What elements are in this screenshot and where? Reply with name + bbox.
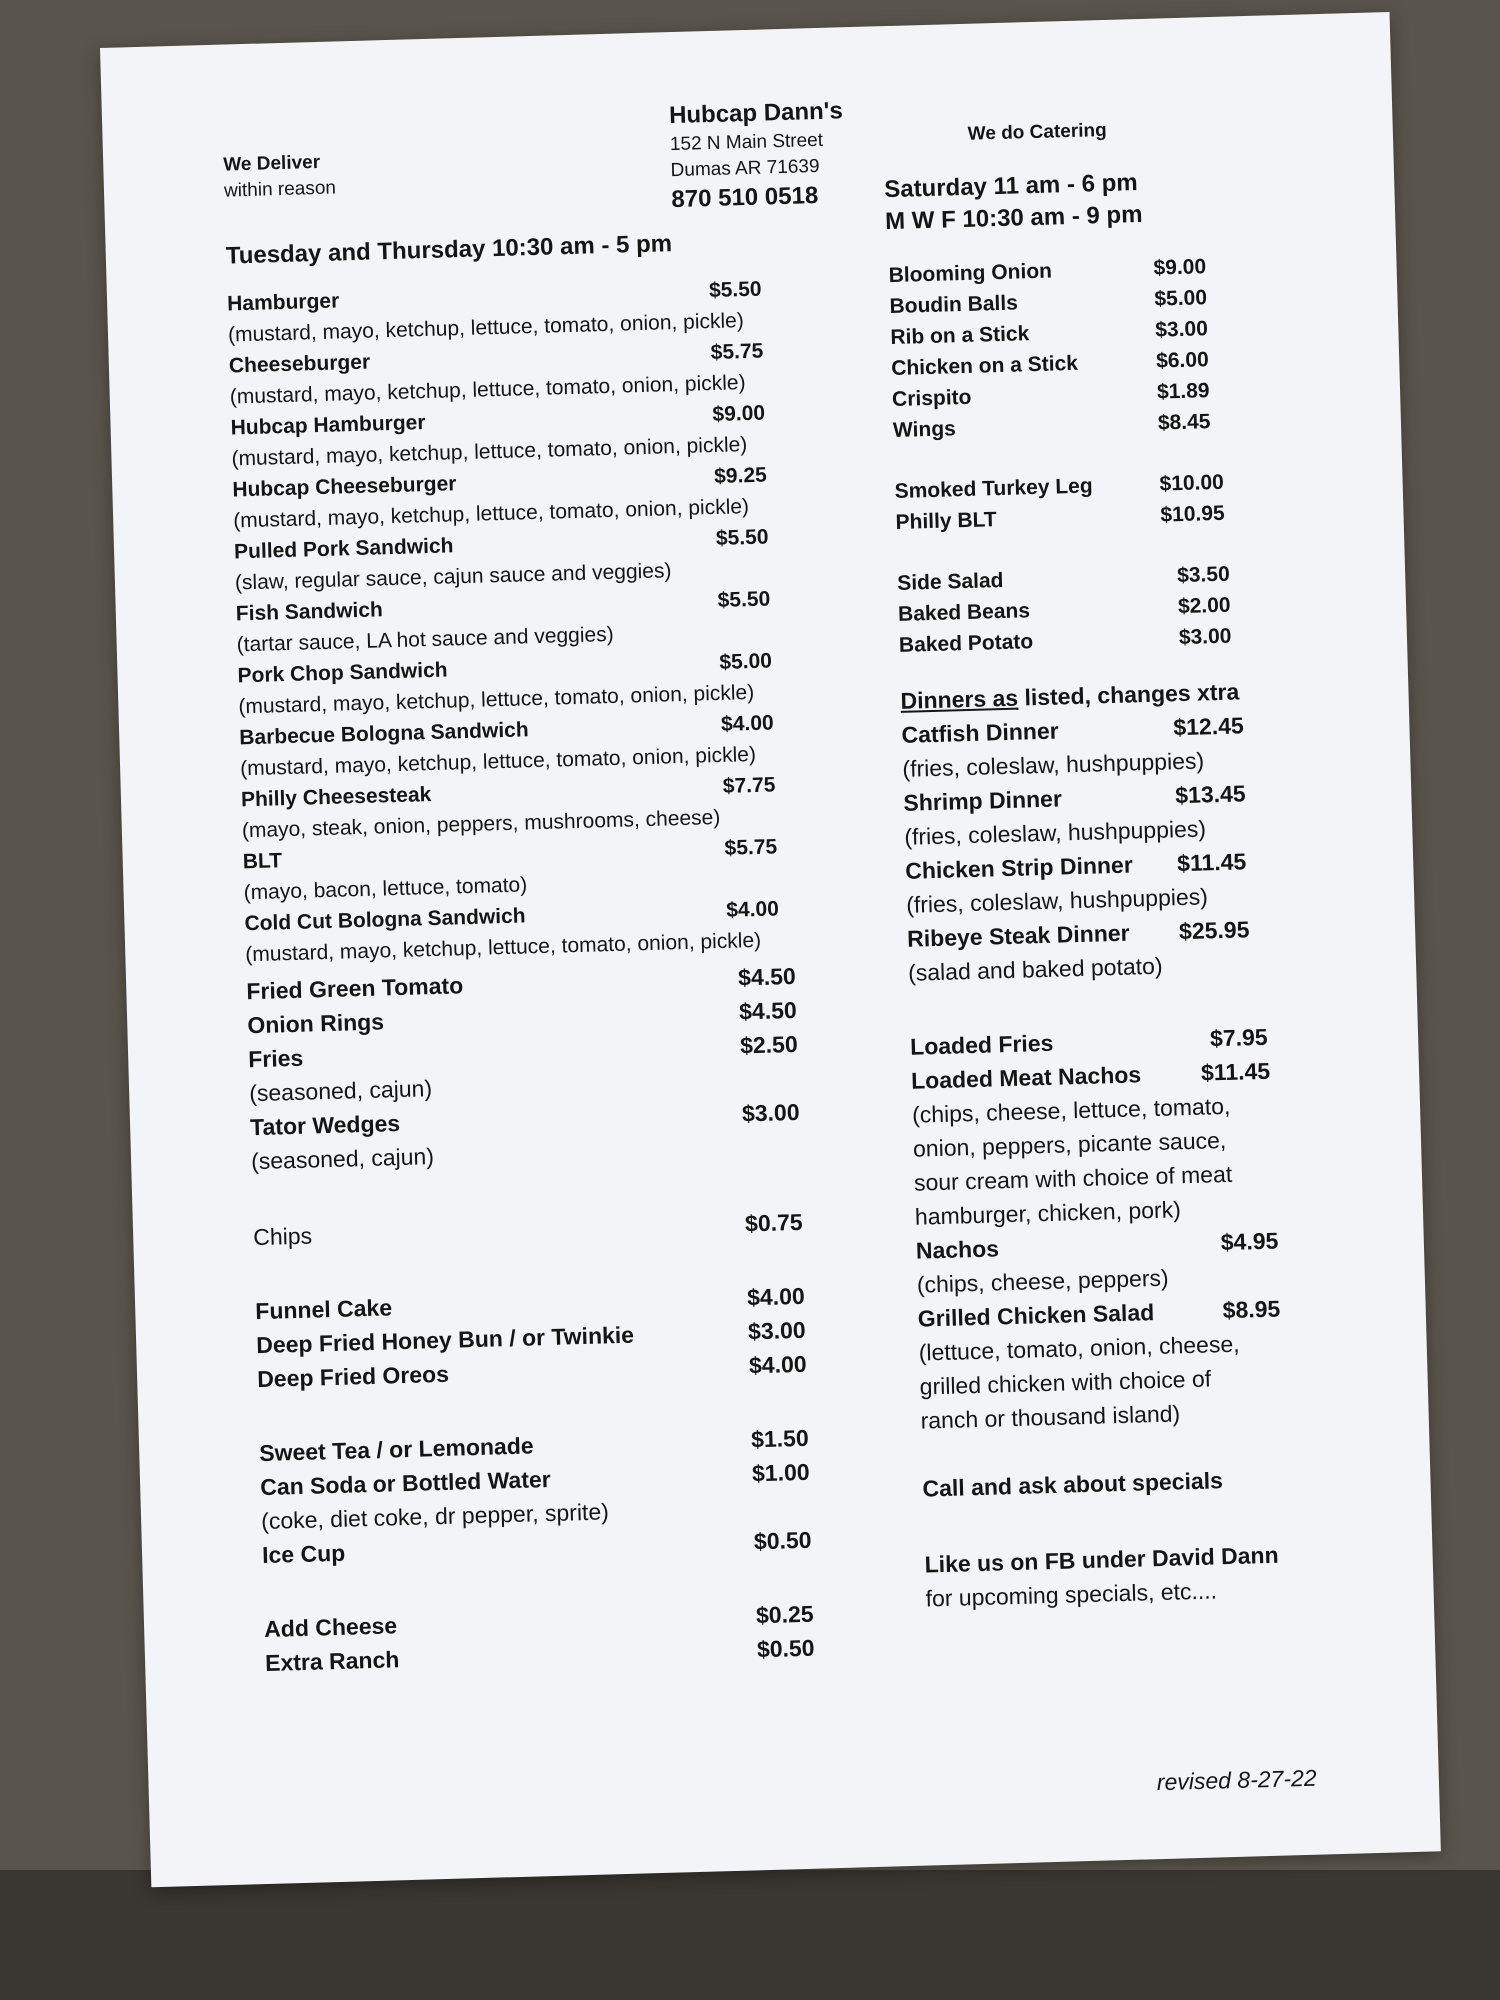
item-description: (seasoned, cajun) xyxy=(250,1143,435,1175)
list-item: Fries $2.50 xyxy=(247,1030,799,1073)
list-item: Boudin Balls $5.00 xyxy=(889,286,1208,319)
list-item: Chicken Strip Dinner $11.45 xyxy=(904,848,1247,884)
list-item: Baked Potato $3.00 xyxy=(898,624,1232,657)
sides-list xyxy=(246,963,825,1684)
list-item: Add Cheese $0.25 xyxy=(263,1600,814,1643)
list-item: Ice Cup $0.50 xyxy=(261,1526,812,1569)
list-item: Fish Sandwich $5.50 xyxy=(235,587,771,626)
revision-date: revised 8-27-22 xyxy=(1156,1764,1317,1796)
list-item: Nachos $4.95 xyxy=(915,1227,1279,1264)
item-description: (fries, coleslaw, hushpuppies) xyxy=(905,883,1209,918)
list-item: Deep Fried Honey Bun / or Twinkie $3.00 xyxy=(255,1316,806,1359)
list-item: Fried Green Tomato $4.50 xyxy=(246,962,797,1005)
list-item: Loaded Fries $7.95 xyxy=(909,1023,1268,1060)
item-description: (mustard, mayo, ketchup, lettuce, tomato, onion, pickle) xyxy=(231,433,748,471)
list-item: Deep Fried Oreos $4.00 xyxy=(256,1350,807,1393)
item-description: (mustard, mayo, ketchup, lettuce, tomato, onion, pickle) xyxy=(227,309,745,347)
delivery-note: within reason xyxy=(223,177,337,202)
list-item: BLT $5.75 xyxy=(242,835,778,874)
list-item: Wings $8.45 xyxy=(892,410,1211,443)
table-surface xyxy=(0,1870,1500,2000)
sandwich-list xyxy=(227,277,806,974)
list-item: Onion Rings $4.50 xyxy=(246,996,798,1039)
list-item: Grilled Chicken Salad $8.95 xyxy=(917,1295,1281,1332)
list-item: Cheeseburger $5.75 xyxy=(228,339,764,378)
item-description: hamburger, chicken, pork) xyxy=(914,1196,1182,1230)
list-item: Crispito $1.89 xyxy=(891,379,1210,412)
item-description: (seasoned, cajun) xyxy=(248,1075,433,1107)
list-item: Tator Wedges $3.00 xyxy=(249,1098,800,1141)
list-item: Philly Cheesesteak $7.75 xyxy=(240,773,776,812)
item-description: sour cream with choice of meat xyxy=(913,1160,1233,1196)
list-item: Pulled Pork Sandwich $5.50 xyxy=(233,525,769,564)
list-item: Smoked Turkey Leg $10.00 xyxy=(894,470,1225,503)
menu-sheet xyxy=(100,12,1441,1887)
facebook-note: Like us on FB under David Dann xyxy=(924,1541,1279,1578)
list-item: Ribeye Steak Dinner $25.95 xyxy=(906,916,1250,952)
address-line1: 152 N Main Street xyxy=(669,129,824,156)
list-item: Rib on a Stick $3.00 xyxy=(890,317,1209,350)
item-description: (fries, coleslaw, hushpuppies) xyxy=(903,815,1207,850)
hours-tue-thu: Tuesday and Thursday 10:30 am - 5 pm xyxy=(225,230,673,270)
item-description: (mayo, bacon, lettuce, tomato) xyxy=(243,873,528,905)
list-item: Loaded Meat Nachos $11.45 xyxy=(910,1057,1271,1094)
list-item: Hubcap Cheeseburger $9.25 xyxy=(232,463,768,502)
list-item: Side Salad $3.50 xyxy=(896,562,1231,595)
list-item: Cold Cut Bologna Sandwich $4.00 xyxy=(244,897,780,936)
item-description: (mustard, mayo, ketchup, lettuce, tomato, onion, pickle) xyxy=(229,371,746,409)
item-description: (chips, cheese, peppers) xyxy=(916,1264,1169,1298)
extras-list xyxy=(910,1022,1346,1619)
item-description: (mustard, mayo, ketchup, lettuce, tomato, onion, pickle) xyxy=(238,680,755,719)
item-description: (tartar sauce, LA hot sauce and veggies) xyxy=(236,622,614,657)
list-item: Funnel Cake $4.00 xyxy=(254,1282,806,1325)
list-item: Chicken on a Stick $6.00 xyxy=(890,348,1210,381)
phone-number: 870 510 0518 xyxy=(671,182,819,214)
hours-saturday: Saturday 11 am - 6 pm xyxy=(883,169,1138,204)
item-description: (mustard, mayo, ketchup, lettuce, tomato, onion, pickle) xyxy=(245,928,762,967)
item-description: onion, peppers, picante sauce, xyxy=(912,1126,1227,1162)
address-line2: Dumas AR 71639 xyxy=(670,155,820,182)
list-item: Shrimp Dinner $13.45 xyxy=(903,780,1246,816)
item-description: (mustard, mayo, ketchup, lettuce, tomato, onion, pickle) xyxy=(232,495,750,533)
list-item: Sweet Tea / or Lemonade $1.50 xyxy=(258,1424,810,1467)
list-item: Chips $0.75 xyxy=(252,1208,803,1251)
facebook-note-line2: for upcoming specials, etc.... xyxy=(925,1577,1218,1612)
item-description: (coke, diet coke, dr pepper, sprite) xyxy=(260,1498,610,1535)
list-item: Catfish Dinner $12.45 xyxy=(901,712,1245,748)
list-item: Pork Chop Sandwich $5.00 xyxy=(237,649,773,688)
item-description: (mayo, steak, onion, peppers, mushrooms, cheese) xyxy=(241,805,721,843)
list-item: Hamburger $5.50 xyxy=(226,277,762,316)
dinners-heading: Dinners as listed, changes xtra xyxy=(900,678,1240,714)
list-item: Blooming Onion $9.00 xyxy=(888,255,1207,288)
item-description: (fries, coleslaw, hushpuppies) xyxy=(902,747,1205,782)
business-name: Hubcap Dann's xyxy=(668,97,844,130)
item-description: ranch or thousand island) xyxy=(920,1400,1181,1434)
list-item: Philly BLT $10.95 xyxy=(895,501,1225,534)
dinner-list xyxy=(900,676,1328,994)
item-description: (salad and baked potato) xyxy=(907,952,1163,986)
list-item: Hubcap Hamburger $9.00 xyxy=(230,401,766,440)
list-item: Barbecue Bologna Sandwich $4.00 xyxy=(238,711,774,750)
item-description: (lettuce, tomato, onion, cheese, xyxy=(918,1330,1240,1366)
hours-mwf: M W F 10:30 am - 9 pm xyxy=(884,200,1143,236)
list-item: Extra Ranch $0.50 xyxy=(264,1634,815,1677)
specials-note: Call and ask about specials xyxy=(922,1467,1224,1502)
delivery-title: We Deliver xyxy=(223,151,321,176)
item-description: (chips, cheese, lettuce, tomato, xyxy=(911,1092,1231,1128)
list-item: Baked Beans $2.00 xyxy=(897,593,1231,626)
list-item: Can Soda or Bottled Water $1.00 xyxy=(259,1458,810,1501)
item-description: grilled chicken with choice of xyxy=(919,1365,1212,1400)
item-description: (slaw, regular sauce, cajun sauce and veggies) xyxy=(234,559,672,595)
appetizer-list xyxy=(888,253,1299,665)
item-description: (mustard, mayo, ketchup, lettuce, tomato, onion, pickle) xyxy=(239,742,757,781)
catering-note: We do Catering xyxy=(967,119,1107,145)
